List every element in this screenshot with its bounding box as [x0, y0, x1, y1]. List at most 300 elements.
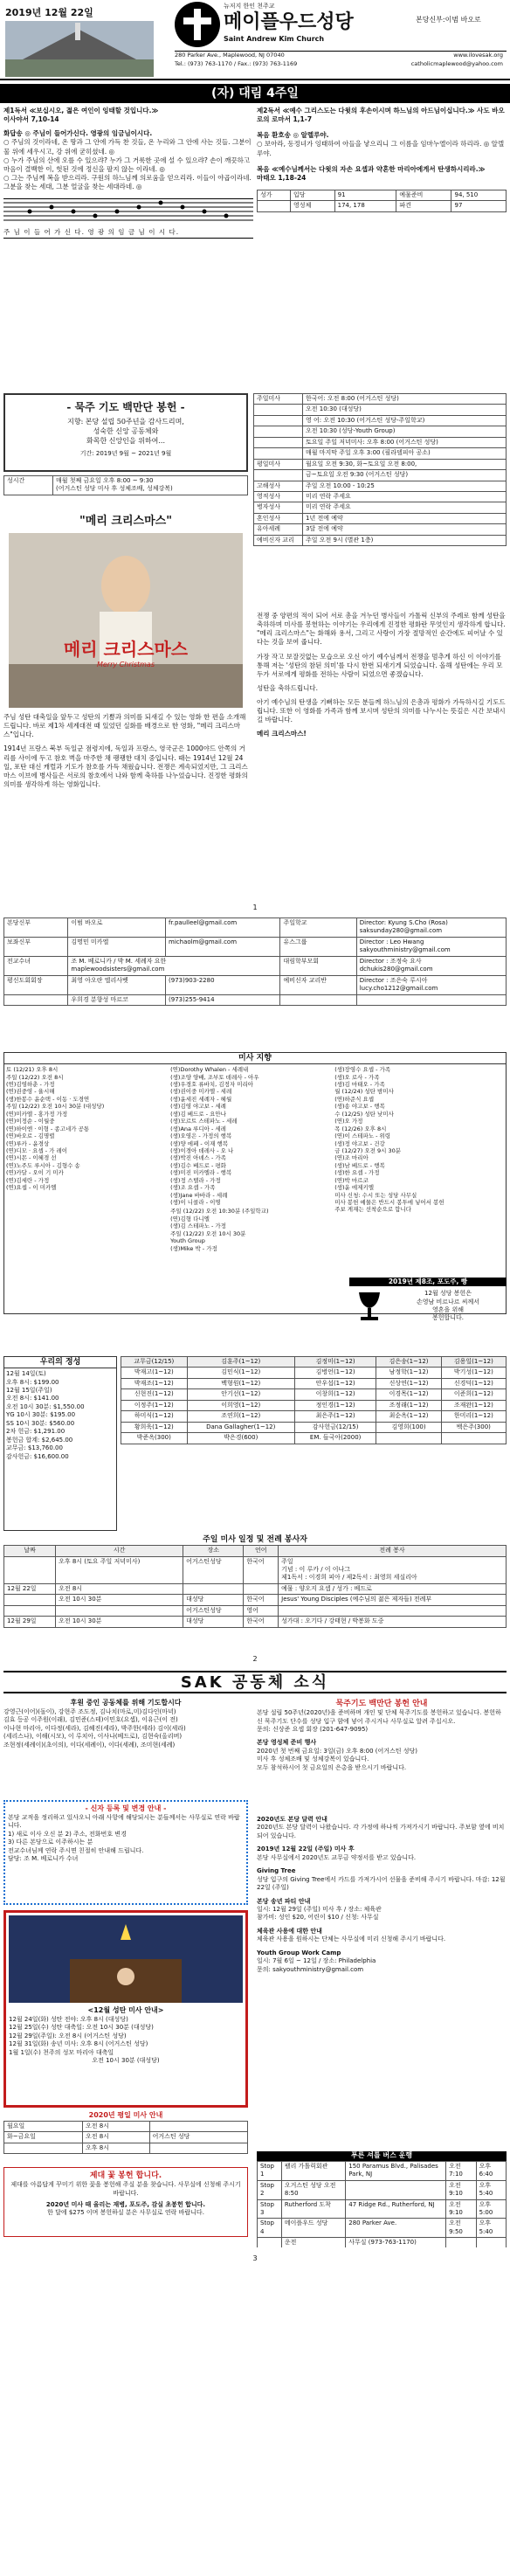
notice-item [257, 1949, 507, 1974]
text [254, 437, 303, 447]
schedule-cell: 어거스틴성당 [183, 1556, 244, 1583]
text: Director : 조은숙 루시아 [359, 976, 428, 984]
intention-line: (연)박 마르코 [334, 1176, 369, 1184]
schedule-cell: 한국어 [244, 1617, 279, 1627]
text [4, 994, 68, 1005]
dues-cell: 이창희(1~12) [294, 1389, 376, 1400]
rosary-offering-box [3, 393, 248, 472]
schedule-title: 주일 미사 일정 및 전례 봉사자 [203, 1535, 307, 1544]
text: 성시간 [4, 476, 53, 495]
text: 평신도회회장 [4, 975, 68, 994]
music-staff [3, 198, 253, 239]
text: 영혼을 위해 [431, 1306, 465, 1313]
intention-line: 주일 (12/22) 오전 8시 [6, 1073, 64, 1081]
hymn-cell: 97 [451, 201, 507, 211]
dues-cell: 남정학(1~12) [376, 1368, 441, 1378]
intention-line: 수 (12/25) 성탄 낮미사 [334, 1110, 394, 1118]
schedule-cell: 오후 8시 (토요 주일 저녁미사) [56, 1556, 183, 1583]
hymn-cell: 성가 [258, 190, 291, 200]
schedule-cell: 12월 29일 [4, 1617, 56, 1627]
dues-cell: 황희욱(1~12) [121, 1422, 188, 1432]
notice-text: 성당 입구의 Giving Tree에서 카드를 가져가시어 선물을 준비해 주시기 바랍니다. 마감: 12월 22일 (주일) [257, 1875, 506, 1892]
text: 모두 참석하시어 첫 금요일의 은총을 받으시기 바랍니다. [257, 1763, 407, 1771]
text: 미리 연락 주세요 [303, 502, 507, 513]
notice-text: 일시: 12월 29일 (주일) 미사 후 / 장소: 체육관 참가비: 성인 $20, 어린이 $10 / 신청: 사무실 [257, 1905, 382, 1922]
text: (973)255-9414 [166, 994, 280, 1005]
mass-times-table [253, 393, 507, 546]
dues-cell: 최은주(1~12) [294, 1411, 376, 1422]
movie-paragraph: 1914년 프랑스 북부 독일군 점령지에, 독일과 프랑스, 영국군은 1000야드 안쪽의 거리를 사이에 두고 참호 벽을 마주한 채 팽팽한 대치 중입니다. 때는 1914년 12월 24일, 포탄 대신 캐럴과 기도가 참호를 가득 채웠습니다. 전쟁은 계속되었지만, 그 크리스마스 이브에 병사들은 서로의 참호에서 나와 함께 축하를 나누었습니다. 진정한 평화의 의미를 생각하게 하는 영화입니다. [3, 744, 248, 788]
dues-cell: EM. 들국아(2000) [294, 1433, 376, 1444]
intention-line: (생)한 요셉 - 가정 [334, 1169, 380, 1177]
intentions-column [6, 1066, 170, 1252]
dues-cell: 박준옥(300) [121, 1433, 188, 1444]
church-photo [5, 21, 154, 77]
text: 보좌신부 [4, 937, 68, 956]
intention-line: (생)우경호 류바치, 김정자 미리아 [170, 1081, 254, 1089]
text: 한국어: 오전 8:00 (어거스틴 성당) [303, 394, 507, 405]
schedule-header-cell: 시간 [56, 1546, 183, 1556]
text [4, 2143, 83, 2153]
text: 영 어: 오전 10:30 (어거스틴 성당-주일학교) [303, 415, 507, 426]
text: 월요일 오전 9:30, 화~토요일 오전 8:00, [303, 459, 507, 469]
dues-grid [121, 1356, 507, 1444]
prayer-list-line: 김효 등공 이주원(이래), 김민준(스테)이민호(요셉), 이유근(이 전) [3, 1716, 178, 1724]
intention-line: (생)양 에페 - 이재 행복 [170, 1139, 229, 1147]
shuttle-cell: 오전 9:50 [446, 2219, 476, 2238]
shuttle-cell: Stop 2 [258, 2180, 282, 2199]
text: 주일 오전 10:00 - 10:25 [303, 481, 507, 491]
dues-cell: 박재고(1~12) [121, 1368, 188, 1378]
rosary-contact: 문의: 신상준 요셉 회장 (201-647-9095) [257, 1726, 369, 1734]
text: 월요일 [4, 2121, 83, 2131]
intention-line: (생)조 요셉 - 가족 [170, 1184, 216, 1192]
intention-line: (연)시몬 - 이혜경 선 [6, 1154, 57, 1162]
shuttle-cell [258, 2238, 282, 2247]
intention-line: 주보 게재는 선착순으로 합니다 [334, 1206, 412, 1214]
prayer-list-line: (세리스나), 이해(시모), 이 루치아, 이사나(베드로), 김현숙(올리버) [3, 1733, 183, 1741]
dues-cell: 이정주(1~12) [121, 1400, 188, 1410]
schedule-cell: 대성당 [183, 1595, 244, 1605]
intention-line: (생)윤 에제키엘 [334, 1184, 374, 1192]
text: 전교수녀 [4, 956, 68, 975]
hymn-cell: 파견 [396, 201, 451, 211]
text: 오전 10시 30분 (대성당) [92, 2056, 160, 2064]
text: 주일학교 [280, 918, 356, 938]
gospel-acclamation-title: 복음 환호송 ◎ 알렐루야. [257, 131, 329, 140]
intention-line: (연)이정순 - 이월중 [6, 1118, 55, 1125]
text: 주일 오전 9시 (별관 1층) [303, 535, 507, 545]
text [280, 994, 356, 1005]
schedule-cell: 영어 [244, 1605, 279, 1616]
chalice-icon [352, 1289, 387, 1324]
shuttle-cell: 사무실 (973-763-1170) [346, 2238, 446, 2247]
text: maplewoodsisters@gmail.com [71, 966, 165, 973]
intention-line: (생)정 야고보 - 건강 [334, 1139, 385, 1147]
intention-line: 주일 (12/22) 오전 10시 30분 (대성당) [6, 1103, 105, 1111]
text: 오전 8시 [83, 2132, 150, 2143]
church-name: 메이플우드성당 [224, 10, 354, 33]
text: Director: Kyung S.Cho (Rosa) [359, 919, 448, 926]
shuttle-cell [446, 2238, 476, 2247]
gospel-acclamation-text: ○ 보아라, 동정녀가 잉태하여 아들을 낳으리니 그 이름을 임마누엘이라 하리라. ◎ 알렐루야. [257, 140, 505, 157]
text: 2020년 첫 번째 금요일: 3일(금) 오후 8:00 (어거스틴 성당) [257, 1747, 418, 1755]
email-link[interactable]: catholicmaplewood@yahoo.com [410, 60, 503, 67]
text: 최영 아오란 엘리사벳 [68, 975, 166, 994]
text: 토요일 주일 저녁미사: 오후 8:00 (어거스틴 성당) [303, 437, 507, 447]
rosary-box-line: 성숙한 신앙 공동체와 [93, 426, 159, 435]
text [356, 994, 506, 1005]
text: 담당: 조 M. 베로니카 수녀 [8, 1854, 79, 1862]
movie-paragraph: 주님 성탄 대축일을 앞두고 성탄의 기쁨과 의미를 되새길 수 있는 영화 한 편을 소개해 드립니다. 바로 제1차 세계대전 때 있었던 실화를 배경으로 한 영화, "메리 크리스마스"입니다. [3, 713, 246, 739]
dues-cell: 신현진(1~12) [121, 1389, 188, 1400]
text: Director : 조정숙 요사 [359, 957, 422, 965]
dues-cell: 신경덕(1~12) [441, 1378, 506, 1388]
dues-cell: 이경목(1~12) [376, 1389, 441, 1400]
schedule-cell [183, 1583, 244, 1594]
intention-line: (연)Dorothy Whalen - 세례내 [170, 1066, 249, 1074]
text: 손영남 비르나르 씨께서 [416, 1298, 480, 1305]
schedule-header-cell: 날짜 [4, 1546, 56, 1556]
weekday-mass-table [3, 2121, 248, 2154]
text: 12월 29일(주일): 오전 8시 (어거스틴 성당) [9, 2032, 127, 2039]
intention-line: (연)김영하춘 - 가정 [6, 1081, 55, 1089]
page-number: 3 [252, 2254, 258, 2262]
church-subtitle: 뉴저지 한인 천주교 [224, 3, 275, 10]
text: 어거스틴 성당 [149, 2132, 247, 2143]
intention-line: 금 (12/27) 오전 9시 30분 [334, 1146, 402, 1154]
schedule-cell: 한국어 [244, 1595, 279, 1605]
notice-item [257, 1928, 507, 1944]
intention-line: 미사 신청: 수시 또는 성당 사무실 [334, 1191, 417, 1199]
dues-cell: 한미리(1~12) [441, 1411, 506, 1422]
text: 오전 10:30 (대성당) [303, 405, 507, 415]
notice-text: 일시: 7월 6일 ~ 12일 / 장소: Philadelphia 문의: sakyouthministry@gmail.com [257, 1957, 376, 1973]
intention-line: (연)요셉 - 이 미카엘 [6, 1184, 57, 1192]
website-link[interactable]: www.ilovesak.org [453, 52, 503, 59]
community-news-title: SAK 공동체 소식 [3, 1671, 507, 1693]
nativity-image [9, 1915, 243, 2003]
shuttle-cell: 150 Paramus Blvd., Palisades Park, NJ [346, 2161, 446, 2180]
reading1-title: 제1독서 ≪보십시오, 젊은 여인이 잉태할 것입니다.≫ [3, 107, 159, 114]
shuttle-cell: 운전 [281, 2238, 345, 2247]
psalm-line: ○ 그는 주님께 복을 받으리라. 구원의 하느님께 의로움을 얻으리라. 이들이 야곱이라네. 그분을 찾는 세대, 그분 얼굴을 찾는 세대라네. ◎ [3, 173, 252, 190]
text: 매월 마지막 주일 오후 3:00 (필라델피아 공소) [303, 448, 507, 459]
text: michaolm@gmail.com [166, 937, 280, 956]
schedule-text: 기념 : 이 루카 / 이 이나그 [281, 1566, 351, 1574]
finance-line: 12월 15일(주일) [6, 1387, 52, 1395]
intention-line: (연)바오로 - 김명렬 [6, 1132, 55, 1140]
church-logo-icon [175, 2, 220, 47]
intention-line: (생)송 야고보 - 행복 [334, 1103, 385, 1111]
prayer-list-line: 강영근(이어)(돌이), 강현주 조도정, 김나치(마로,미)김다인(마녁) [3, 1707, 176, 1715]
shuttle-cell: 오전 9:10 [446, 2199, 476, 2219]
notices-list [257, 1816, 507, 2148]
text: 3) 다른 본당으로 이주하시는 분 [8, 1839, 93, 1846]
movie-paragraph: 아기 예수님의 탄생을 기뻐하는 모든 분들께 하느님의 은총과 평화가 가득하시길 기도드립니다. 또한 이 영화를 가족과 함께 보시며 성탄의 의미를 나누시는 뜻깊은 시간 보내시길 바랍니다. [257, 698, 506, 724]
weekday-mass-title: 2020년 평일 미사 안내 [88, 2111, 163, 2119]
psalm-line: ○ 누가 주님의 산에 오를 수 있으랴? 누가 그 거룩한 곳에 설 수 있으랴? 손이 깨끗하고 마음이 결백한 이, 헛된 것에 정신을 팔지 않는 이라네. ◎ [3, 156, 251, 173]
notice-text: 본당 사무실에서 2020년도 교무금 약정서를 받고 있습니다. [257, 1853, 417, 1861]
intention-line: (생)남 베드로 - 행복 [334, 1161, 385, 1169]
shuttle-cell: 오후 5:40 [476, 2180, 506, 2199]
intention-line: (생)미진 미카엘라 - 행복 [170, 1169, 232, 1177]
schedule-header-cell: 언어 [244, 1546, 279, 1556]
finance-line: 오전 8시: $141.00 [6, 1395, 59, 1402]
finance-line: 오후 8시: $199.00 [6, 1378, 59, 1386]
dues-header-cell: 김용일(1~12) [441, 1357, 506, 1368]
gospel-ref: 마태오 1,18-24 [257, 173, 307, 182]
intention-line: 미사 봉헌 예물은 반드시 봉투에 넣어서 봉헌 [334, 1199, 445, 1207]
rosary-box-line: 지향: 본당 설립 50주년을 감사드리며, [67, 418, 184, 426]
intention-line: (연)조 마리아 [334, 1154, 369, 1162]
poster-title: 메리 크리스마스 [63, 639, 189, 660]
hymn-cell: 91 [334, 190, 396, 200]
intention-line: (생)오영은 - 가정의 행복 [170, 1132, 232, 1140]
intention-line: 토 (12/21) 오후 8시 [6, 1066, 59, 1074]
finance-line: 봉헌금 합계: $2,645.00 [6, 1436, 73, 1444]
text: 평일미사 [254, 459, 303, 469]
hymn-cell [258, 201, 291, 211]
church-name-english: Saint Andrew Kim Church [224, 35, 325, 43]
shuttle-cell: Stop 1 [258, 2161, 282, 2180]
text: lucy.cho1212@gmail.com [359, 985, 438, 993]
psalm-line: ○ 주님의 것이라네, 온 땅과 그 안에 가득 찬 것들, 온 누리와 그 안에 사는 것들. 그분이 물 위에 세우시고, 강 위에 굳히셨네. ◎ [3, 138, 252, 156]
intention-line: Youth Group [170, 1237, 205, 1245]
notice-item [257, 1898, 507, 1922]
finance-line: 오전 10시 30분: $1,550.00 [6, 1402, 85, 1410]
nativity-art [9, 1915, 243, 2003]
dues-cell: 조재완(1~12) [441, 1400, 506, 1410]
finance-line: 교무금: $13,760.00 [6, 1444, 63, 1452]
dues-cell: 조정래(1~12) [376, 1400, 441, 1410]
schedule-cell: 오전 8시 [56, 1583, 183, 1594]
dues-cell: 김병언(1~12) [294, 1368, 376, 1378]
bulletin-header [0, 0, 510, 80]
text: fr.paulleel@gmail.com [166, 918, 280, 938]
schedule-header-cell: 전례 봉사 [279, 1546, 507, 1556]
movie-paragraph: 전쟁 중 양편의 적이 되어 서로 총을 겨누던 병사들이 가톨릭 신부의 주례로 함께 성탄을 축하하며 미사를 봉헌하는 이야기는 우리에게 진정한 평화란 무엇인지 생각하게 합니다. "메리 크리스마스"는 화해와 용서, 그리고 사랑이 가장 절망적인 순간에도 피어날 수 있다는 것을 보여 줍니다. [257, 612, 506, 647]
dues-cell: 박은경(600) [187, 1433, 294, 1444]
text: 대림학부모회 [280, 956, 356, 975]
intention-line: (연)디모 · 요셉 - 가 레이 [6, 1146, 68, 1154]
notice-title: 2019년 12월 22일 (주일) 미사 후 [257, 1845, 355, 1853]
schedule-text: Jesus' Young Disciples (예수님의 젊은 제자들) 전례부 [281, 1596, 432, 1603]
text [149, 2143, 247, 2153]
shuttle-cell: Rutherford 도착 [281, 2199, 345, 2219]
dues-cell: 신상연(1~12) [376, 1378, 441, 1388]
schedule-cell: 12월 22일 [4, 1583, 56, 1594]
intention-line: (생)박진 아녜스 - 가족 [170, 1154, 226, 1162]
rosary-notice-text: 본당 설립 50주년(2020년)을 준비하며 개인 및 단체 묵주기도를 봉헌하고 있습니다. 봉헌하신 묵주기도 단수를 성당 입구 함에 넣어 주시거나 사무실로 알려 주십시오. [257, 1709, 501, 1725]
church-building-image [5, 21, 154, 77]
rosary-box-line: 화목한 신앙인을 위하여... [86, 436, 165, 445]
intention-line: (연)김세란 - 가정 [6, 1176, 50, 1184]
dues-cell [376, 1433, 441, 1444]
text: 12월 31일(화) 송년 미사: 오후 8시 (어거스틴 성당) [9, 2040, 148, 2048]
pastor-line: 본당신부:이범 바오로 [416, 16, 481, 24]
shuttle-cell: 오거스틴 성당 오전 8:50 [281, 2180, 345, 2199]
dues-cell: 이준희(1~12) [441, 1389, 506, 1400]
hymn-cell: 영성체 [291, 201, 335, 211]
text: 병자성사 [254, 502, 303, 513]
text: 고해성사 [254, 481, 303, 491]
liturgy-schedule [3, 1545, 507, 1628]
hymn-cell: 예물준비 [396, 190, 451, 200]
dues-cell [441, 1433, 506, 1444]
intention-line: 월 (12/24) 성탄 밤미사 [334, 1088, 394, 1096]
page-number: 2 [252, 1655, 258, 1663]
shuttle-cell: 오후 5:00 [476, 2199, 506, 2219]
finance-line: 12월 14일(토) [6, 1370, 46, 1378]
dues-cell: 감사헌금(12/15) [294, 1422, 376, 1432]
text: 봉헌합니다. [431, 1314, 465, 1322]
shuttle-cell: Stop 4 [258, 2219, 282, 2238]
schedule-text: 주일 [281, 1557, 293, 1565]
text [254, 448, 303, 459]
text: (어거스틴 성당 미사 후 성체조배, 성체강복) [56, 485, 173, 493]
text: 우희경 분향성 마르코 [68, 994, 166, 1005]
intention-line: (연)권중영 - 율시해 [6, 1088, 55, 1096]
finance-title: 우리의 정성 [4, 1357, 116, 1368]
notice-title: 체육관 사용에 대한 안내 [257, 1927, 322, 1935]
church-address: 280 Parker Ave., Maplewood, NJ 07040 [175, 52, 285, 59]
prayer-list-line: 조현정(세례이)(초이의), 이다(세례이), 이다(세례), 조미현(세례) [3, 1741, 176, 1748]
text: 미리 연락 주세요 [303, 491, 507, 502]
dues-cell: 박재조(1~12) [121, 1378, 188, 1388]
dues-cell: 이희영(1~12) [187, 1400, 294, 1410]
shuttle-cell: 오후 5:40 [476, 2219, 506, 2238]
shuttle-cell: 오전 7:10 [446, 2161, 476, 2180]
notice-title: Giving Tree [257, 1867, 296, 1875]
intention-line: (생)김 마태오 - 가족 [334, 1081, 385, 1089]
dues-header-cell: 김정미(1~12) [294, 1357, 376, 1368]
movie-paragraph: 성탄을 축하드립니다. [257, 683, 318, 692]
altar-flower-notice [3, 2167, 248, 2237]
intention-line: (생)Jane 바바라 - 세례 [170, 1191, 228, 1199]
intention-line: (생)정 스텔라 - 가정 [170, 1176, 221, 1184]
schedule-header-cell: 장소 [183, 1546, 244, 1556]
intention-line: 주일 (12/22) 오전 10시 30분 [170, 1229, 246, 1237]
intention-line: (연)김형 다니엘 [170, 1215, 210, 1222]
shuttle-cell: 팰리 가톨릭회관 [281, 2161, 345, 2180]
rosary-box-title: - 묵주 기도 백만단 봉헌 - [66, 401, 185, 413]
intention-line: (연)노주도 루시아 - 김형수 송 [6, 1161, 80, 1169]
shuttle-cell: Stop 3 [258, 2199, 282, 2219]
schedule-cell [4, 1595, 56, 1605]
text: 2020년 미사 때 올리는 재병, 포도주, 감실 초봉헌 합니다. [45, 2201, 206, 2209]
intentions-column [170, 1066, 334, 1252]
schedule-cell [279, 1617, 507, 1627]
hymn-table [257, 190, 507, 212]
text: 1년 전에 예약 [303, 513, 507, 523]
text: 금~토요일 오전 9:30 (어거스틴 성당) [303, 470, 507, 481]
text: 본당 교적을 정리하고 있사오니 아래 사항에 해당되시는 분들께서는 사무실로 연락 바랍니다. [8, 1813, 240, 1830]
phone-fax: Tel.: (973) 763-1170 / Fax.: (973) 763-1169 [175, 59, 298, 67]
text: 12월 25일(수) 성탄 대축일: 오전 10시 30분 (대성당) [9, 2024, 154, 2032]
text: 이범 바오로 [68, 918, 166, 938]
notice-title: 2020년도 본당 달력 안내 [257, 1816, 327, 1823]
text: (973)903-2280 [166, 975, 280, 994]
text: 3달 전에 예약 [303, 524, 507, 535]
shuttle-cell [346, 2180, 446, 2199]
intention-line: 목 (12/26) 오후 8시 [334, 1125, 387, 1132]
reading1-ref: 이사야서 7,10-14 [3, 115, 59, 124]
intention-line: (연)미카엘 - 홍가정 가정 [6, 1110, 68, 1118]
text: 조 M. 베로니카 / 박 M. 세례자 요한 [71, 957, 167, 965]
schedule-cell [279, 1605, 507, 1616]
christmas-mass-notice [3, 1910, 248, 2108]
shuttle-cell [476, 2238, 506, 2247]
movie-closing: 메리 크리스마스! [257, 730, 307, 738]
intention-line: (생)김 베드로 - 요안나 [170, 1110, 226, 1118]
intention-line: (생)한봉수 윤순택 - 이동 · 도경연 [6, 1095, 90, 1103]
text: dchukis280@gmail.com [359, 966, 433, 973]
text: 유아세례 [254, 524, 303, 535]
text: sakyouthministry@gmail.com [359, 946, 451, 954]
issue-date: 2019년 12월 22일 [5, 7, 93, 18]
prayer-list-title: 후원 중인 공동체를 위해 기도합시다 [70, 1699, 182, 1707]
text: 12월 성당 봉헌은 [424, 1290, 472, 1298]
text [254, 470, 303, 481]
text: 미사 후 성체조배 및 성체강복이 있습니다. [257, 1755, 369, 1763]
first-friday-title: 본당 영성체 준비 행사 [257, 1739, 317, 1747]
intention-line: 주일 (12/22) 오전 10:30분 (주일학교) [170, 1208, 269, 1215]
schedule-cell: 오전 10시 30분 [56, 1595, 183, 1605]
music-lyric: 주 님 이 들 어 가 신 다. 영 광 의 임 금 님 이 시 다. [3, 228, 180, 237]
mass-intentions [3, 1052, 507, 1314]
intention-line: (생)Mike 박 - 가정 [170, 1244, 217, 1252]
notice-item [257, 1816, 507, 1840]
shuttle-cell: 47 Ridge Rd., Rutherford, NJ [346, 2199, 446, 2219]
movie-title: "메리 크리스마스" [79, 515, 172, 528]
dues-header-cell: 김훈주(1~12) [187, 1357, 294, 1368]
music-notes-icon [3, 199, 253, 225]
movie-poster-image [9, 533, 243, 708]
reading2-title: 제2독서 ≪예수 그리스도는 다윗의 후손이시며 하느님의 아드님이십니다.≫ 사도 바오로의 로마서 1,1-7 [257, 107, 505, 124]
intention-line: (생)이 니콜라 - 이명 [170, 1199, 221, 1207]
text [254, 405, 303, 415]
notice-item [257, 1867, 507, 1892]
hymn-cell: 174, 178 [334, 201, 396, 211]
text: 유스그룹 [280, 937, 356, 956]
text: 제대 꽃 봉헌 합니다. [89, 2171, 162, 2180]
dues-cell: Dana Gallagher(1~12) [187, 1422, 294, 1432]
staff-directory [3, 918, 507, 1006]
text: 오후 8시 [83, 2143, 150, 2153]
adoration-table [3, 475, 248, 495]
schedule-cell: 대성당 [183, 1617, 244, 1627]
notice-item [257, 1845, 507, 1862]
text: 매월 첫째 금요일 오후 8:00 ~ 9:30 [56, 477, 154, 484]
intention-line: (생)권이중 미카엘 - 세레 [170, 1088, 232, 1096]
text: 본당신부 [4, 918, 68, 938]
intention-line: (생)Ana 루디아 - 세레 [170, 1125, 226, 1132]
intention-line: (생)장영수 요셉 - 가족 [334, 1066, 391, 1074]
text: 예비신자 교리반 [280, 975, 356, 994]
intention-line: (생)윤세진 세례자 - 혜월 [170, 1095, 232, 1103]
schedule-cell: 한국어 [244, 1556, 279, 1583]
schedule-cell [4, 1605, 56, 1616]
text: 오전 8시 [83, 2121, 150, 2131]
poster-subtitle: Merry Christmas [96, 661, 155, 668]
schedule-text: 제1독서 : 이경희 피아 / 제2독서 : 최영희 세실리아 [281, 1574, 417, 1582]
text: 전교수녀님께 연락 주시면 친절히 안내해 드립니다. [8, 1846, 144, 1854]
schedule-cell [244, 1583, 279, 1594]
text: 예비신자 교리 [254, 535, 303, 545]
intentions-title: 미사 지향 [4, 1053, 506, 1064]
rosary-box-period: 기간: 2019년 9월 ~ 2021년 9월 [79, 449, 172, 457]
